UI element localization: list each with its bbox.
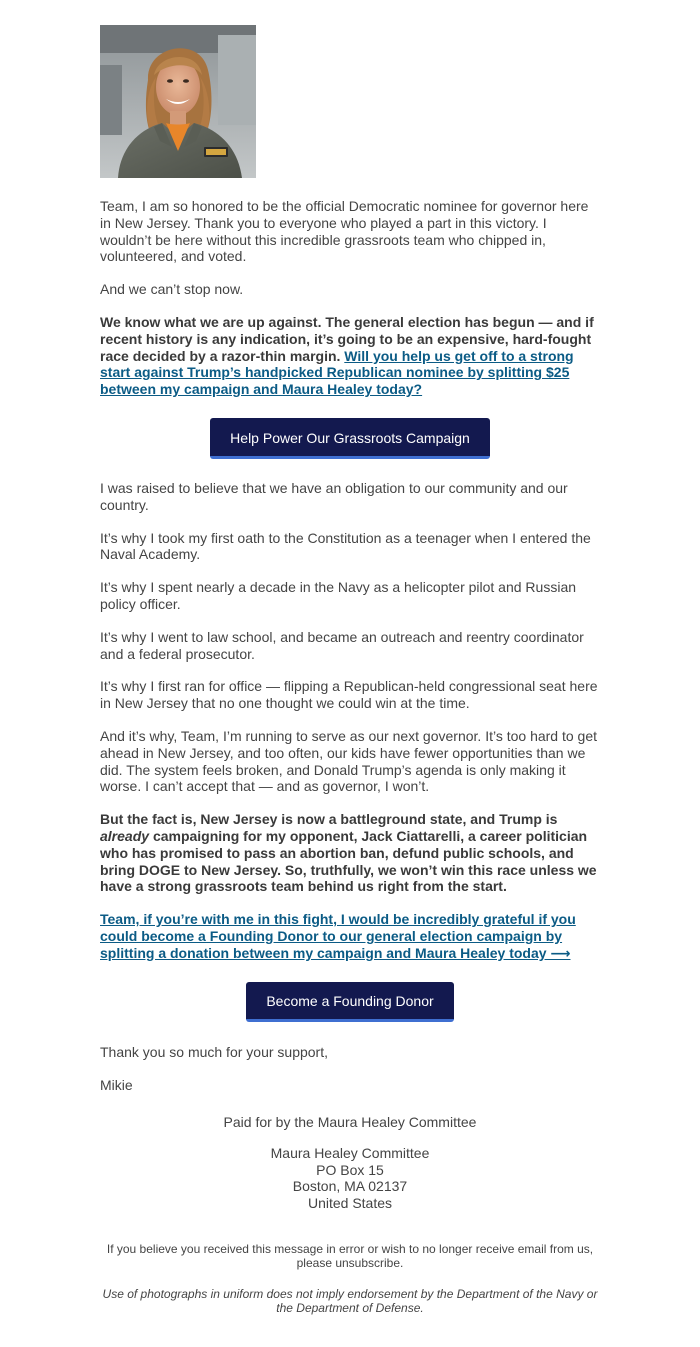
paragraph-law-school: It’s why I went to law school, and became an outreach and reentry coordinator and a federal prosecutor. <box>100 628 584 662</box>
founding-donor-link[interactable]: Team, if you’re with me in this fight, I would be incredibly grateful if you could become a Founding Donor to our general election campaign by splitting a donation between my campaign and Maura Healey today ⟶ <box>100 911 576 961</box>
button-row-1 <box>100 398 600 459</box>
signature: Mikie <box>100 1077 133 1094</box>
paragraph-battleground <box>100 811 600 895</box>
split-donation-link[interactable]: Will you help us get off to a strong start against Trump’s handpicked Republican nominee by splitting $25 between my campaign and Maura Healey today? <box>100 347 574 398</box>
candidate-photo <box>100 25 256 178</box>
address-line-2: Boston, MA 02137 <box>292 1178 408 1195</box>
address-line-1: PO Box 15 <box>316 1161 384 1178</box>
paragraph-navy: It’s why I spent nearly a decade in the Navy as a helicopter pilot and Russian policy officer. <box>100 579 577 612</box>
paragraph-governor: And it’s why, Team, I’m running to serve as our next governor. It’s too hard to get ahead in New Jersey, and too often, our kids have fewer opportunities than we did. The system feels broken, and Donald Trump’s agenda is only making it worse. I can’t accept that — and as governor, I won’t. <box>100 727 598 795</box>
paragraph-ran-for-office: It’s why I first ran for office — flipping a Republican-held congressional seat here in New Jersey that no one thought we could win at the time. <box>100 678 598 712</box>
unsubscribe-note: If you believe you received this message in error or wish to no longer receive email from us, please unsubscribe. <box>106 1242 594 1271</box>
paragraph-up-against <box>100 314 600 398</box>
uniform-disclaimer: Use of photographs in uniform does not imply endorsement by the Department of the Navy or the Department of Defense. <box>102 1287 598 1316</box>
bold-text-battleground-b: campaigning for my opponent, Jack Ciattarelli, a career politician who has promised to pass an abortion ban, defund public schools, and bring DOGE to New Jersey. So, truthfully, we won’t win this race unless we have a strong grassroots team behind us right from the start. <box>100 827 597 895</box>
paragraph-nominee: Team, I am so honored to be the official Democratic nominee for governor here in New Jersey. Thank you to everyone who played a part in this victory. I wouldn’t be here without this incredible grassroots team who chipped in, volunteered, and voted. <box>100 198 589 265</box>
paragraph-raised: I was raised to believe that we have an obligation to our community and our country. <box>100 479 568 513</box>
paragraph-oath: It’s why I took my first oath to the Constitution as a teenager when I entered the Naval Academy. <box>100 529 591 563</box>
become-founding-donor-button[interactable]: Become a Founding Donor <box>246 982 454 1022</box>
bold-text-battleground-a: But the fact is, New Jersey is now a battleground state, and Trump is <box>100 811 558 828</box>
signoff: Thank you so much for your support, <box>100 1043 328 1060</box>
bold-text-up-against: We know what we are up against. The general election has begun — and if recent history is any indication, it’s going to be an expensive, hard-fought race decided by a razor-thin margin. <box>100 313 594 364</box>
footer <box>100 1114 600 1212</box>
address-country: United States <box>307 1195 393 1212</box>
help-power-campaign-button[interactable]: Help Power Our Grassroots Campaign <box>210 418 490 459</box>
paid-for-notice: Paid for by the Maura Healey Committee <box>223 1114 477 1131</box>
italic-already: already <box>100 827 150 844</box>
email-body <box>100 0 600 1315</box>
paragraph-cant-stop: And we can’t stop now. <box>100 281 244 298</box>
button-row-2 <box>100 962 600 1022</box>
paragraph-founding-donor-link <box>100 911 600 961</box>
mailing-address <box>100 1145 600 1212</box>
address-name: Maura Healey Committee <box>270 1144 430 1161</box>
